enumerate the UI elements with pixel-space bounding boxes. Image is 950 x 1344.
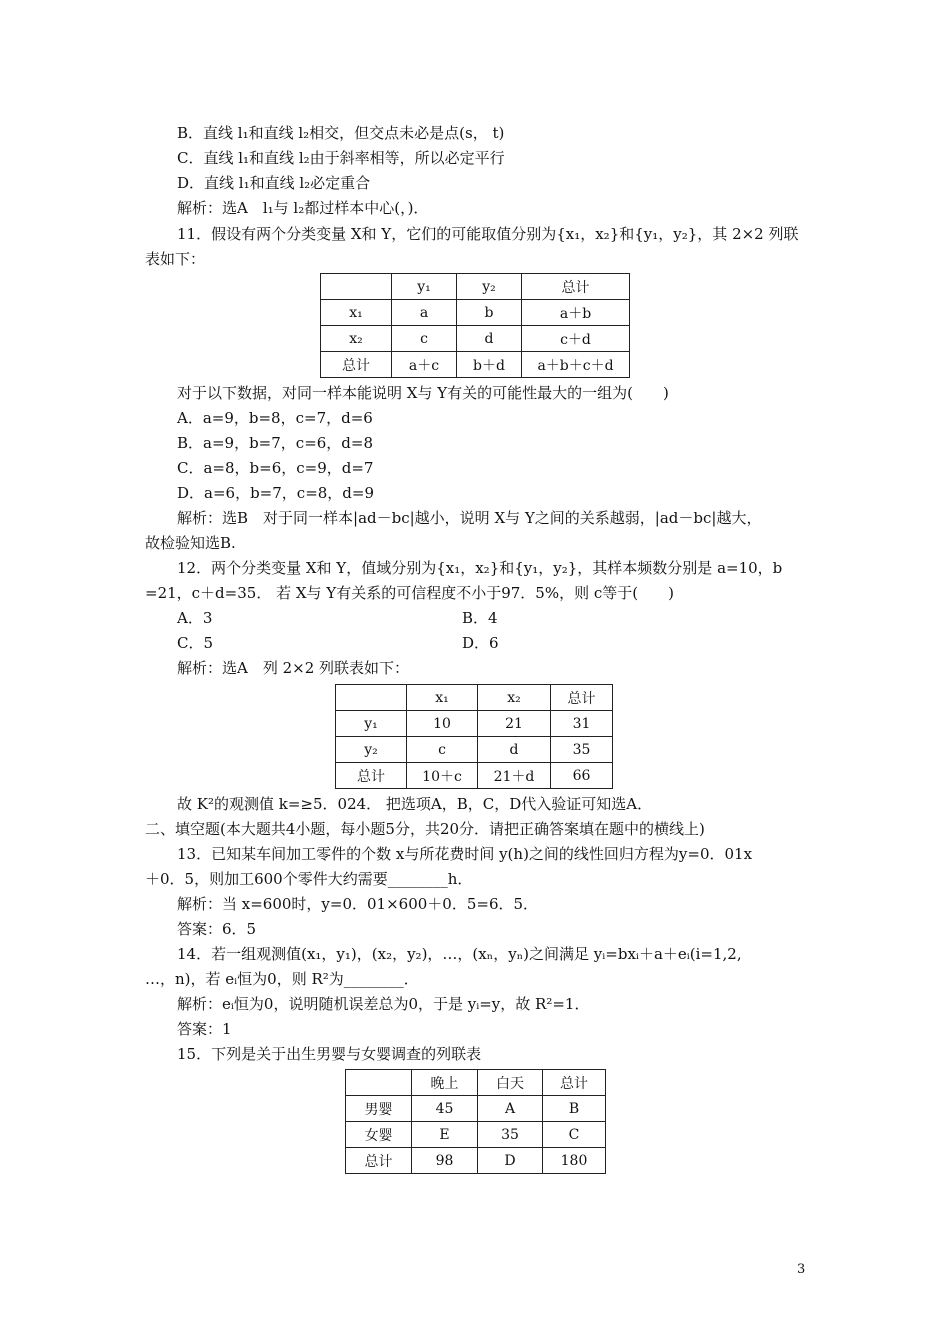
table-cell: y₂ (336, 737, 407, 763)
table-row (321, 274, 630, 300)
contingency-table-2 (335, 684, 613, 789)
table-row (336, 685, 613, 711)
question-13-line: 13．已知某车间加工零件的个数 x与所花费时间 y(h)之间的线性回归方程为y=0．01x (177, 845, 753, 863)
table-cell: 35 (478, 1122, 543, 1148)
question-11-line: 11．假设有两个分类变量 X和 Y，它们的可能取值分别为{x₁，x₂}和{y₁，y₂}，其 2×2 列联 (177, 225, 799, 243)
table-row (321, 300, 630, 326)
table-cell: 10 (407, 711, 478, 737)
question-15-line: 15．下列是关于出生男婴与女婴调查的列联表 (177, 1045, 482, 1063)
table-row (346, 1070, 606, 1096)
question-11-cont: 表如下： (145, 250, 206, 268)
table-cell: 35 (551, 737, 613, 763)
table-cell: 总计 (336, 763, 407, 789)
analysis-14: 解析：eᵢ恒为0，说明随机误差总为0，于是 yᵢ=y，故 R²=1． (177, 995, 590, 1013)
table-cell: b＋d (457, 352, 522, 378)
table-cell: x₁ (321, 300, 392, 326)
table-cell: 晚上 (412, 1070, 478, 1096)
table-cell: 女婴 (346, 1122, 412, 1148)
contingency-table-3 (345, 1069, 606, 1174)
table-cell: d (478, 737, 551, 763)
question-12-cont: =21，c＋d=35． 若 X与 Y有关系的可信程度不小于97．5%，则 c等于( ) (145, 584, 674, 602)
page-number: 3 (797, 1262, 806, 1277)
table-cell: x₂ (478, 685, 551, 711)
table-cell: B (543, 1096, 606, 1122)
table-cell: d (457, 326, 522, 352)
table-row (346, 1096, 606, 1122)
choice-12-a: A．3 (177, 609, 213, 627)
question-13-cont: ＋0．5，则加工600个零件大约需要________h． (145, 870, 473, 888)
analysis-11: 解析：选B 对于同一样本|ad－bc|越小，说明 X与 Y之间的关系越弱，|ad－bc|越大， (177, 509, 762, 527)
table-cell: 总计 (543, 1070, 606, 1096)
option-c-line: C．直线 l₁和直线 l₂由于斜率相等，所以必定平行 (177, 149, 505, 167)
table-row (336, 711, 613, 737)
analysis-12: 解析：选A 列 2×2 列联表如下： (177, 659, 410, 677)
table-cell: 总计 (522, 274, 630, 300)
option-b-line: B．直线 l₁和直线 l₂相交，但交点未必是点(s， t) (177, 124, 505, 142)
table-cell (336, 685, 407, 711)
table-cell: y₁ (392, 274, 457, 300)
analysis-11-cont: 故检验知选B. (145, 534, 236, 552)
table-cell (346, 1070, 412, 1096)
table-cell: 21 (478, 711, 551, 737)
question-12-line: 12．两个分类变量 X和 Y，值域分别为{x₁，x₂}和{y₁，y₂}，其样本频数分别是 a=10，b (177, 559, 783, 577)
section-heading: 二、填空题(本大题共4小题，每小题5分，共20分．请把正确答案填在题中的横线上) (145, 820, 705, 838)
choice-b: B．a=9，b=7，c=6，d=8 (177, 434, 374, 452)
table-cell: C (543, 1122, 606, 1148)
table-cell: y₂ (457, 274, 522, 300)
table-cell: a＋c (392, 352, 457, 378)
table-row (336, 763, 613, 789)
table-cell: y₁ (336, 711, 407, 737)
analysis-12-conclusion: 故 K²的观测值 k=≥5．024． 把选项A，B，C，D代入验证可知选A． (177, 795, 653, 813)
table-cell: x₂ (321, 326, 392, 352)
table-row (346, 1148, 606, 1174)
table-cell: a＋b (522, 300, 630, 326)
table-row (321, 326, 630, 352)
table-cell: x₁ (407, 685, 478, 711)
choice-12-d: D．6 (462, 634, 499, 652)
table-cell: c＋d (522, 326, 630, 352)
table-cell: A (478, 1096, 543, 1122)
question-11-prompt: 对于以下数据，对同一样本能说明 X与 Y有关的可能性最大的一组为( ) (177, 384, 669, 402)
choice-c: C．a=8，b=6，c=9，d=7 (177, 459, 374, 477)
table-cell (321, 274, 392, 300)
table-cell: b (457, 300, 522, 326)
table-row (336, 737, 613, 763)
table-cell: 白天 (478, 1070, 543, 1096)
table-cell: 98 (412, 1148, 478, 1174)
choice-a: A．a=9，b=8，c=7，d=6 (177, 409, 373, 427)
choice-12-c: C．5 (177, 634, 214, 652)
table-row (321, 352, 630, 378)
answer-13: 答案：6．5 (177, 920, 257, 938)
table-cell: 45 (412, 1096, 478, 1122)
table-cell: 21＋d (478, 763, 551, 789)
table-cell: 180 (543, 1148, 606, 1174)
table-cell: 66 (551, 763, 613, 789)
table-cell: 10＋c (407, 763, 478, 789)
answer-14: 答案：1 (177, 1020, 232, 1038)
choice-12-b: B．4 (462, 609, 498, 627)
table-cell: 总计 (551, 685, 613, 711)
table-cell: E (412, 1122, 478, 1148)
table-cell: 总计 (321, 352, 392, 378)
choice-d: D．a=6，b=7，c=8，d=9 (177, 484, 375, 502)
analysis-line: 解析：选A l₁与 l₂都过样本中心(，)． (177, 199, 429, 217)
table-cell: c (392, 326, 457, 352)
table-cell: a (392, 300, 457, 326)
table-cell: 31 (551, 711, 613, 737)
table-row (346, 1122, 606, 1148)
table-cell: 男婴 (346, 1096, 412, 1122)
table-cell: 总计 (346, 1148, 412, 1174)
contingency-table-1 (320, 273, 630, 378)
table-cell: c (407, 737, 478, 763)
table-cell: a＋b＋c＋d (522, 352, 630, 378)
analysis-13: 解析：当 x=600时，y=0．01×600＋0．5=6．5． (177, 895, 539, 913)
option-d-line: D．直线 l₁和直线 l₂必定重合 (177, 174, 371, 192)
question-14-cont: …，n)，若 eᵢ恒为0，则 R²为________． (145, 970, 419, 988)
question-14-line: 14．若一组观测值(x₁，y₁)，(x₂，y₂)，…，(xₙ，yₙ)之间满足 yᵢ=bxᵢ＋a＋eᵢ(i=1,2, (177, 945, 742, 963)
table-cell: D (478, 1148, 543, 1174)
